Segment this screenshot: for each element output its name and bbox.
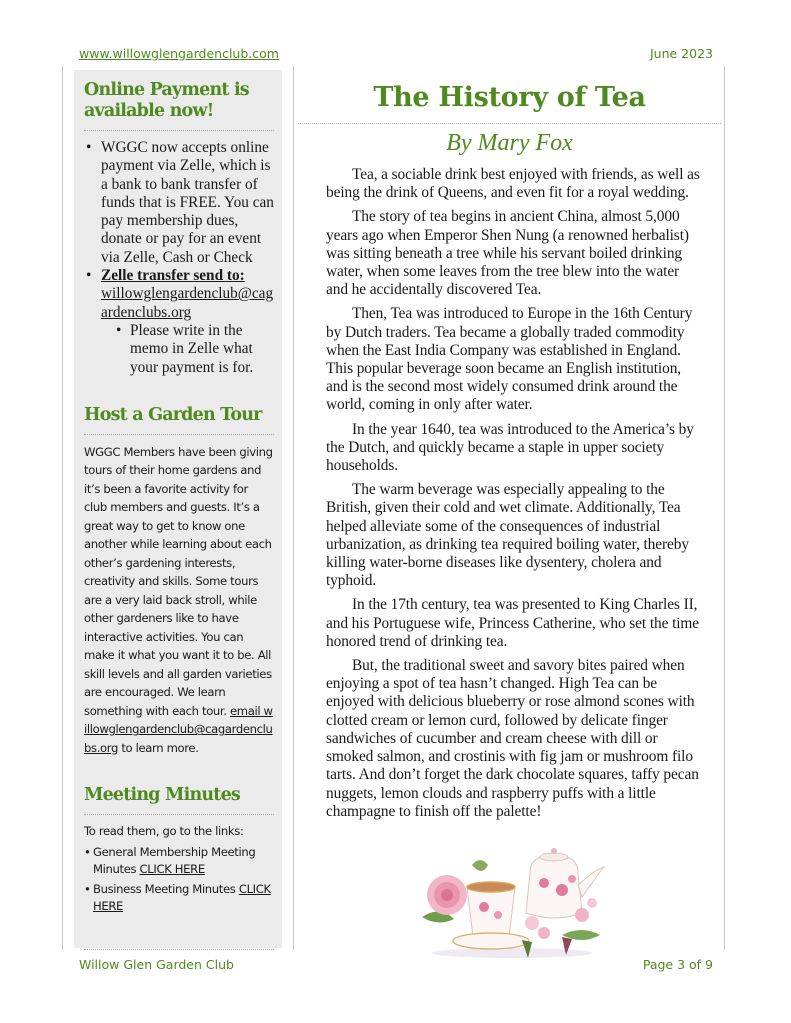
payment-sub-list	[101, 322, 274, 377]
minutes-list	[84, 844, 274, 915]
garden-tour-section	[84, 405, 274, 758]
issue-date: June 2023	[649, 46, 713, 61]
business-minutes-link[interactable]: CLICK HERE	[93, 882, 271, 914]
meeting-minutes-section	[84, 785, 274, 950]
garden-tour-body: WGGC Members have been giving tours of their home gardens and it’s been a favorite activity for club members and guests. It’s a great way to get to know one another while learning about each other’s gardening interests, creativity and skills. Some tours are a very laid back stroll, while other gardeners like to have interactive activities. You can make it what you want it to be. All skill levels and all garden varieties are encouraged. We learn something with each tour.	[84, 444, 273, 718]
frame-border-right	[724, 66, 725, 950]
minutes-intro: To read them, go to the links:	[84, 824, 244, 839]
page-number: Page 3 of 9	[642, 957, 713, 972]
payment-memo-note: • Please write in the memo in Zelle what your payment is for.	[101, 322, 274, 377]
dotted-divider	[84, 130, 274, 131]
payment-bullet-zelle-address	[84, 267, 274, 377]
article-paragraph: Tea, a sociable drink best enjoyed with friends, as well as being the drink of Queens, and even fit for a royal wedding.	[326, 166, 700, 202]
article	[298, 72, 721, 827]
minutes-item-label: Business Meeting Minutes	[93, 882, 239, 897]
meeting-minutes-heading: Meeting Minutes	[84, 785, 240, 806]
garden-tour-email-link[interactable]: email willowglengardenclub@cagardenclubs.org	[84, 703, 273, 755]
payment-heading-line2: available now!	[84, 101, 214, 121]
article-paragraph: The warm beverage was especially appealing to the British, given their cold and wet climate. Additionally, Tea helped alleviate some of the consequences of industrial urbanization, as drinking tea required boiling water, thereby killing water-borne diseases like dysentery, cholera and typhoid.	[326, 481, 689, 590]
payment-bullet-zelle-info: • WGGC now accepts online payment via Zelle, which is a bank to bank transfer of funds that is FREE. You can pay membership dues, donate or pay for an event via Zelle, Cash or Check	[84, 139, 274, 267]
zelle-label: Zelle transfer send to:	[101, 267, 245, 285]
article-body	[298, 166, 721, 821]
general-minutes-link[interactable]: CLICK HERE	[139, 862, 205, 877]
column-divider	[293, 66, 294, 950]
sidebar	[74, 70, 282, 948]
article-title: The History of Tea	[373, 82, 646, 113]
frame-border-left	[62, 66, 63, 950]
article-paragraph: In the year 1640, tea was introduced to the America’s by the Dutch, and quickly became a staple in upper society households.	[326, 420, 694, 475]
article-paragraph: In the 17th century, tea was presented to King Charles II, and his Portuguese wife, Princess Catherine, who set the time honored trend of drinking tea.	[326, 596, 700, 650]
website-link[interactable]: www.willowglengardenclub.com	[79, 46, 279, 61]
dotted-divider	[84, 949, 274, 950]
dotted-divider	[84, 434, 274, 435]
minutes-item-business	[84, 881, 274, 915]
dotted-divider	[84, 814, 274, 815]
article-paragraph: But, the traditional sweet and savory bites paired when enjoying a spot of tea hasn’t changed. High Tea can be enjoyed with delicious blueberry or rose almond scones with clotted cream or lemon curd, followed by delicate finger sandwiches of cucumber and cream cheese with dill or smoked salmon, and crostinis with fig jam or mushroom filo tarts. And don’t forget the dark chocolate squares, taffy pecan nuggets, lemon clouds and raspberry puffs with a little champagne to finish off the palette!	[326, 657, 699, 820]
minutes-item-general	[84, 844, 274, 878]
article-paragraph: Then, Tea was introduced to Europe in the 16th Century by Dutch traders. Tea became a globally traded commodity when the East India Company was established in England. This popular beverage soon became an English institution, and is the second most widely consumed drink around the world, coming in only after water.	[326, 305, 693, 414]
article-byline: By Mary Fox	[446, 130, 573, 156]
payment-list	[84, 139, 274, 377]
teapot-teacup-illustration	[412, 845, 612, 960]
minutes-item-label: General Membership Meeting Minutes	[93, 845, 256, 877]
footer-club-name: Willow Glen Garden Club	[79, 957, 234, 972]
article-paragraph: The story of tea begins in ancient China, almost 5,000 years ago when Emperor Shen Nung (a renowned herbalist) was sitting beneath a tree while his servant boiled drinking water, when some leaves from the tree blew into the water and he accidentally discovered Tea.	[326, 208, 689, 299]
dotted-divider	[298, 123, 721, 124]
payment-section	[84, 80, 274, 377]
payment-heading	[84, 80, 274, 122]
garden-tour-heading: Host a Garden Tour	[84, 404, 262, 425]
garden-tour-text	[84, 443, 274, 758]
payment-heading-line1: Online Payment is	[84, 80, 249, 100]
zelle-email-link[interactable]: willowglengardenclub@cagardenclubs.org	[101, 285, 274, 321]
garden-tour-suffix: to learn more.	[118, 740, 199, 755]
